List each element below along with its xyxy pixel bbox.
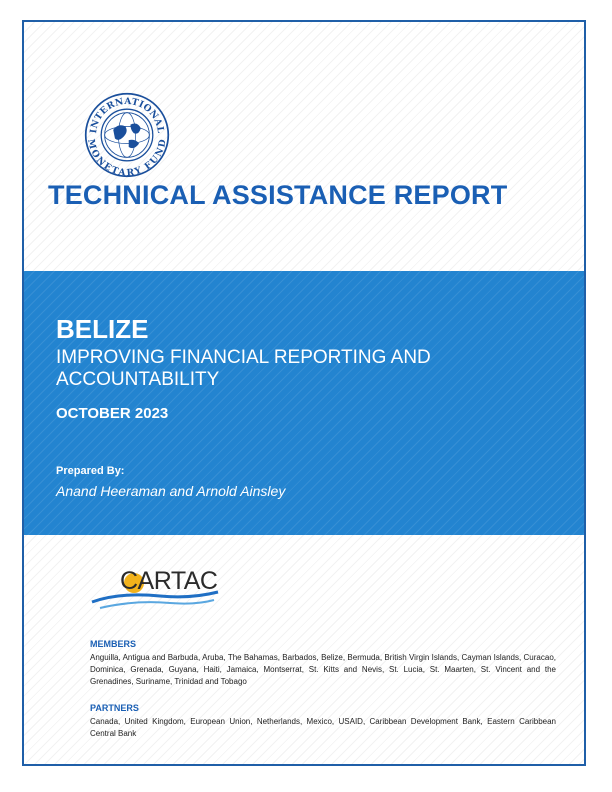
partners-list: Canada, United Kingdom, European Union, Netherlands, Mexico, USAID, Caribbean Development Bank, Eastern Caribbean Central Bank xyxy=(90,717,556,738)
partners-heading: PARTNERS xyxy=(90,703,139,713)
seal-bottom-text: MONETARY FUND xyxy=(85,138,169,178)
report-title: TECHNICAL ASSISTANCE REPORT xyxy=(48,180,508,210)
report-date: OCTOBER 2023 xyxy=(56,405,169,422)
country-name: BELIZE xyxy=(56,314,149,344)
imf-seal-logo xyxy=(84,92,170,178)
title-banner xyxy=(24,271,586,535)
cartac-logo xyxy=(90,552,230,616)
cartac-wave-small-icon xyxy=(100,600,214,608)
cartac-logo-text: CARTAC xyxy=(120,567,218,595)
members-heading: MEMBERS xyxy=(90,639,137,649)
report-subtitle: IMPROVING FINANCIAL REPORTING AND ACCOUNTABILITY xyxy=(56,347,431,390)
seal-top-text: INTERNATIONAL xyxy=(89,96,166,135)
authors: Anand Heeraman and Arnold Ainsley xyxy=(56,483,286,499)
prepared-by-label: Prepared By: xyxy=(56,465,125,477)
cover-page xyxy=(22,20,586,766)
members-list: Anguilla, Antigua and Barbuda, Aruba, The Bahamas, Barbados, Belize, Bermuda, British Virgin Islands, Cayman Islands, Curacao, Dominica, Grenada, Guyana, Haiti, Jamaica, Montserrat, St. Kitts and Nevis, St. Lucia, St. Maarten, St. Vincent and the Grenadines, Suriname, Trinidad and Tobago xyxy=(90,653,556,686)
